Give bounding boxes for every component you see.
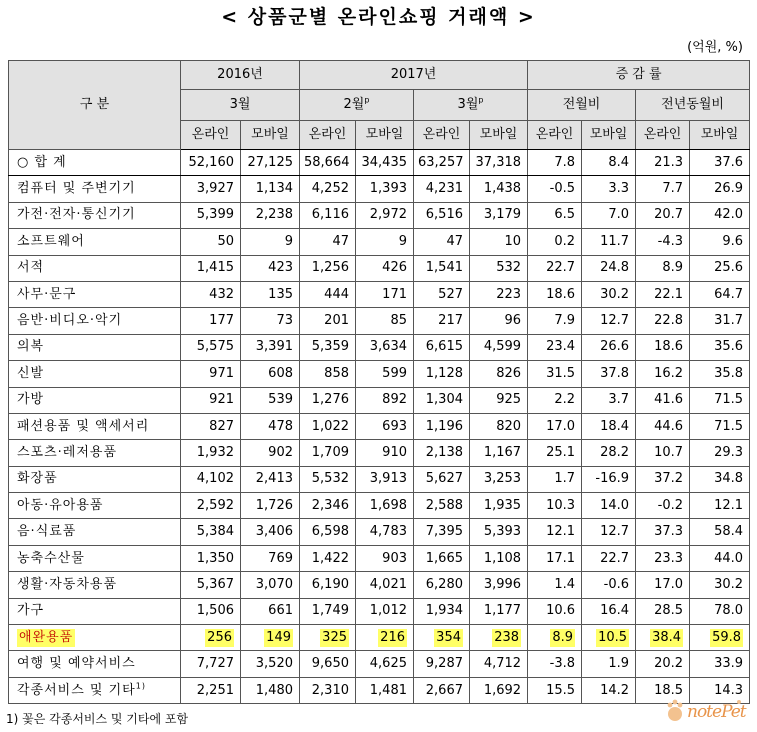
value-cell: 30.2 xyxy=(690,572,750,598)
row-label: 음·식료품 xyxy=(9,519,181,545)
value-cell: 6,516 xyxy=(414,202,470,228)
value-cell: 3,996 xyxy=(470,572,528,598)
value-cell: 5,627 xyxy=(414,466,470,492)
value-cell: 1,935 xyxy=(470,493,528,519)
value-cell: 3,520 xyxy=(241,651,300,677)
value-cell: 9 xyxy=(241,229,300,255)
value-cell: 29.3 xyxy=(690,440,750,466)
value-cell: 26.6 xyxy=(582,334,636,360)
value-cell: 892 xyxy=(356,387,414,413)
value-cell: 26.9 xyxy=(690,176,750,202)
row-label: 가방 xyxy=(9,387,181,413)
row-label: 스포츠·레저용품 xyxy=(9,440,181,466)
value-cell: 1,415 xyxy=(181,255,241,281)
value-cell: 325 xyxy=(300,625,356,651)
value-cell: 2,972 xyxy=(356,202,414,228)
value-cell: 64.7 xyxy=(690,281,750,307)
row-label: 소프트웨어 xyxy=(9,229,181,255)
value-cell: 34,435 xyxy=(356,150,414,176)
header-growth: 증 감 률 xyxy=(528,61,750,90)
value-cell: 1,506 xyxy=(181,598,241,624)
header-online: 온라인 xyxy=(636,121,690,150)
value-cell: 1,934 xyxy=(414,598,470,624)
value-cell: 41.6 xyxy=(636,387,690,413)
value-cell: 1,128 xyxy=(414,361,470,387)
value-cell: 33.9 xyxy=(690,651,750,677)
value-cell: 71.5 xyxy=(690,413,750,439)
value-cell: 903 xyxy=(356,545,414,571)
value-cell: 3,391 xyxy=(241,334,300,360)
value-cell: 8.4 xyxy=(582,150,636,176)
value-cell: 71.5 xyxy=(690,387,750,413)
value-cell: 1,276 xyxy=(300,387,356,413)
table-row xyxy=(9,229,750,255)
row-label: 농축수산물 xyxy=(9,545,181,571)
value-cell: 1.4 xyxy=(528,572,582,598)
value-cell: 1,108 xyxy=(470,545,528,571)
value-cell: 0.2 xyxy=(528,229,582,255)
value-cell: 37.3 xyxy=(636,519,690,545)
value-cell: 96 xyxy=(470,308,528,334)
value-cell: 1,350 xyxy=(181,545,241,571)
value-cell: 444 xyxy=(300,281,356,307)
value-cell: 14.3 xyxy=(690,677,750,703)
value-cell: 1,422 xyxy=(300,545,356,571)
header-mobile: 모바일 xyxy=(470,121,528,150)
value-cell: 8.9 xyxy=(636,255,690,281)
value-cell: 27,125 xyxy=(241,150,300,176)
row-label: ○ 합 계 xyxy=(9,150,181,176)
value-cell: 44.6 xyxy=(636,413,690,439)
value-cell: 2,588 xyxy=(414,493,470,519)
value-cell: 6,615 xyxy=(414,334,470,360)
value-cell: 38.4 xyxy=(636,625,690,651)
row-label: 애완용품 xyxy=(9,625,181,651)
value-cell: 7.9 xyxy=(528,308,582,334)
value-cell: -16.9 xyxy=(582,466,636,492)
value-cell: 35.6 xyxy=(690,334,750,360)
value-cell: 2,251 xyxy=(181,677,241,703)
value-cell: 22.7 xyxy=(528,255,582,281)
value-cell: 44.0 xyxy=(690,545,750,571)
value-cell: 47 xyxy=(414,229,470,255)
value-cell: 2,413 xyxy=(241,466,300,492)
value-cell: 693 xyxy=(356,413,414,439)
value-cell: 478 xyxy=(241,413,300,439)
value-cell: 5,367 xyxy=(181,572,241,598)
value-cell: 769 xyxy=(241,545,300,571)
value-cell: 58,664 xyxy=(300,150,356,176)
value-cell: 25.1 xyxy=(528,440,582,466)
table-row xyxy=(9,281,750,307)
value-cell: 10.3 xyxy=(528,493,582,519)
value-cell: -0.6 xyxy=(582,572,636,598)
table-row xyxy=(9,598,750,624)
value-cell: 532 xyxy=(470,255,528,281)
value-cell: 3,253 xyxy=(470,466,528,492)
value-cell: -3.8 xyxy=(528,651,582,677)
header-2017-march: 3월$^p$ xyxy=(414,90,528,121)
value-cell: 2,667 xyxy=(414,677,470,703)
value-cell: 9,650 xyxy=(300,651,356,677)
value-cell: 1.7 xyxy=(528,466,582,492)
value-cell: 1,698 xyxy=(356,493,414,519)
value-cell: 15.5 xyxy=(528,677,582,703)
value-cell: 426 xyxy=(356,255,414,281)
row-label: 여행 및 예약서비스 xyxy=(9,651,181,677)
value-cell: 20.2 xyxy=(636,651,690,677)
value-cell: 3,179 xyxy=(470,202,528,228)
header-2017-feb: 2월$^p$ xyxy=(300,90,414,121)
value-cell: 37.2 xyxy=(636,466,690,492)
value-cell: 1,749 xyxy=(300,598,356,624)
header-category: 구 분 xyxy=(9,61,181,150)
logo-text: notePet xyxy=(687,702,746,722)
header-yoy: 전년동월비 xyxy=(636,90,750,121)
value-cell: 37.6 xyxy=(690,150,750,176)
value-cell: 432 xyxy=(181,281,241,307)
value-cell: 22.8 xyxy=(636,308,690,334)
table-title: < 상품군별 온라인쇼핑 거래액 > xyxy=(221,6,536,28)
row-label: 가전·전자·통신기기 xyxy=(9,202,181,228)
value-cell: 971 xyxy=(181,361,241,387)
value-cell: 4,252 xyxy=(300,176,356,202)
value-cell: 4,102 xyxy=(181,466,241,492)
value-cell: 30.2 xyxy=(582,281,636,307)
value-cell: 2,346 xyxy=(300,493,356,519)
value-cell: 1,012 xyxy=(356,598,414,624)
table-row xyxy=(9,413,750,439)
value-cell: 1,480 xyxy=(241,677,300,703)
value-cell: 5,399 xyxy=(181,202,241,228)
value-cell: 28.2 xyxy=(582,440,636,466)
table-row xyxy=(9,150,750,176)
value-cell: 58.4 xyxy=(690,519,750,545)
value-cell: 4,021 xyxy=(356,572,414,598)
value-cell: 21.3 xyxy=(636,150,690,176)
table-row xyxy=(9,493,750,519)
value-cell: 10.5 xyxy=(582,625,636,651)
value-cell: 5,393 xyxy=(470,519,528,545)
value-cell: 12.1 xyxy=(690,493,750,519)
value-cell: 1,304 xyxy=(414,387,470,413)
value-cell: 4,783 xyxy=(356,519,414,545)
value-cell: 1,393 xyxy=(356,176,414,202)
table-row xyxy=(9,572,750,598)
value-cell: 2.2 xyxy=(528,387,582,413)
value-cell: 826 xyxy=(470,361,528,387)
value-cell: 6,116 xyxy=(300,202,356,228)
header-online: 온라인 xyxy=(300,121,356,150)
row-label: 아동·유아용품 xyxy=(9,493,181,519)
value-cell: 10.6 xyxy=(528,598,582,624)
value-cell: 216 xyxy=(356,625,414,651)
value-cell: 539 xyxy=(241,387,300,413)
value-cell: 608 xyxy=(241,361,300,387)
header-2017: 2017년 xyxy=(300,61,528,90)
value-cell: 1,167 xyxy=(470,440,528,466)
value-cell: 9 xyxy=(356,229,414,255)
value-cell: 2,592 xyxy=(181,493,241,519)
value-cell: 85 xyxy=(356,308,414,334)
value-cell: 820 xyxy=(470,413,528,439)
header-2016-march: 3월 xyxy=(181,90,300,121)
value-cell: 354 xyxy=(414,625,470,651)
value-cell: 921 xyxy=(181,387,241,413)
value-cell: 5,359 xyxy=(300,334,356,360)
value-cell: 35.8 xyxy=(690,361,750,387)
preliminary-mark: p xyxy=(364,95,370,105)
value-cell: 1,709 xyxy=(300,440,356,466)
value-cell: 827 xyxy=(181,413,241,439)
value-cell: 1,256 xyxy=(300,255,356,281)
value-cell: 925 xyxy=(470,387,528,413)
value-cell: 201 xyxy=(300,308,356,334)
value-cell: 12.7 xyxy=(582,308,636,334)
value-cell: 22.7 xyxy=(582,545,636,571)
value-cell: 135 xyxy=(241,281,300,307)
row-label: 가구 xyxy=(9,598,181,624)
value-cell: 18.6 xyxy=(636,334,690,360)
value-cell: 527 xyxy=(414,281,470,307)
row-label: 화장품 xyxy=(9,466,181,492)
value-cell: 256 xyxy=(181,625,241,651)
table-row xyxy=(9,440,750,466)
value-cell: 1,481 xyxy=(356,677,414,703)
value-cell: 28.5 xyxy=(636,598,690,624)
value-cell: 2,238 xyxy=(241,202,300,228)
value-cell: 52,160 xyxy=(181,150,241,176)
value-cell: -0.2 xyxy=(636,493,690,519)
value-cell: 910 xyxy=(356,440,414,466)
row-label: 음반·비디오·악기 xyxy=(9,308,181,334)
value-cell: 24.8 xyxy=(582,255,636,281)
value-cell: 3,927 xyxy=(181,176,241,202)
value-cell: 1.9 xyxy=(582,651,636,677)
value-cell: 18.5 xyxy=(636,677,690,703)
value-cell: -4.3 xyxy=(636,229,690,255)
table-row xyxy=(9,387,750,413)
value-cell: 12.7 xyxy=(582,519,636,545)
value-cell: 22.1 xyxy=(636,281,690,307)
value-cell: 1,022 xyxy=(300,413,356,439)
row-label: 서적 xyxy=(9,255,181,281)
value-cell: 1,692 xyxy=(470,677,528,703)
value-cell: 4,625 xyxy=(356,651,414,677)
value-cell: 6,280 xyxy=(414,572,470,598)
table-row xyxy=(9,651,750,677)
value-cell: 3,406 xyxy=(241,519,300,545)
table-row xyxy=(9,202,750,228)
value-cell: 5,532 xyxy=(300,466,356,492)
value-cell: 25.6 xyxy=(690,255,750,281)
row-label: 생활·자동차용품 xyxy=(9,572,181,598)
footnote-mark: 1) xyxy=(135,681,146,691)
value-cell: 149 xyxy=(241,625,300,651)
value-cell: 2,310 xyxy=(300,677,356,703)
value-cell: 59.8 xyxy=(690,625,750,651)
value-cell: 3.7 xyxy=(582,387,636,413)
shopping-sales-table xyxy=(8,60,750,704)
notepet-logo xyxy=(665,694,747,728)
value-cell: 17.1 xyxy=(528,545,582,571)
value-cell: 78.0 xyxy=(690,598,750,624)
value-cell: 423 xyxy=(241,255,300,281)
value-cell: 6.5 xyxy=(528,202,582,228)
row-label: 사무·문구 xyxy=(9,281,181,307)
value-cell: 177 xyxy=(181,308,241,334)
value-cell: 7.7 xyxy=(636,176,690,202)
table-row xyxy=(9,176,750,202)
value-cell: 37.8 xyxy=(582,361,636,387)
value-cell: 6,598 xyxy=(300,519,356,545)
value-cell: 2,138 xyxy=(414,440,470,466)
value-cell: 171 xyxy=(356,281,414,307)
header-mobile: 모바일 xyxy=(690,121,750,150)
header-mobile: 모바일 xyxy=(582,121,636,150)
value-cell: 1,932 xyxy=(181,440,241,466)
footnote: 1) 꽃은 각종서비스 및 기타에 포함 xyxy=(6,712,189,726)
value-cell: 3,070 xyxy=(241,572,300,598)
header-mom: 전월비 xyxy=(528,90,636,121)
value-cell: 858 xyxy=(300,361,356,387)
row-label: 신발 xyxy=(9,361,181,387)
value-cell: 1,541 xyxy=(414,255,470,281)
value-cell: 16.2 xyxy=(636,361,690,387)
value-cell: 11.7 xyxy=(582,229,636,255)
value-cell: 6,190 xyxy=(300,572,356,598)
value-cell: 3.3 xyxy=(582,176,636,202)
table-row xyxy=(9,308,750,334)
header-online: 온라인 xyxy=(414,121,470,150)
table-row xyxy=(9,361,750,387)
table-row xyxy=(9,625,750,651)
value-cell: 73 xyxy=(241,308,300,334)
value-cell: 17.0 xyxy=(636,572,690,598)
value-cell: 5,575 xyxy=(181,334,241,360)
table-row xyxy=(9,255,750,281)
value-cell: 7.0 xyxy=(582,202,636,228)
value-cell: 599 xyxy=(356,361,414,387)
value-cell: 34.8 xyxy=(690,466,750,492)
value-cell: 4,599 xyxy=(470,334,528,360)
value-cell: 8.9 xyxy=(528,625,582,651)
value-cell: 1,134 xyxy=(241,176,300,202)
value-cell: 3,913 xyxy=(356,466,414,492)
row-label: 각종서비스 및 기타$^{1)}$ xyxy=(9,677,181,703)
value-cell: 1,177 xyxy=(470,598,528,624)
header-online: 온라인 xyxy=(181,121,241,150)
value-cell: 37,318 xyxy=(470,150,528,176)
value-cell: 23.4 xyxy=(528,334,582,360)
value-cell: 1,726 xyxy=(241,493,300,519)
value-cell: 1,196 xyxy=(414,413,470,439)
value-cell: 14.2 xyxy=(582,677,636,703)
value-cell: 238 xyxy=(470,625,528,651)
value-cell: 18.6 xyxy=(528,281,582,307)
preliminary-mark: p xyxy=(478,95,484,105)
value-cell: 50 xyxy=(181,229,241,255)
value-cell: 31.7 xyxy=(690,308,750,334)
value-cell: 18.4 xyxy=(582,413,636,439)
header-2016: 2016년 xyxy=(181,61,300,90)
table-row xyxy=(9,545,750,571)
table-row xyxy=(9,466,750,492)
value-cell: 47 xyxy=(300,229,356,255)
value-cell: 1,665 xyxy=(414,545,470,571)
value-cell: 63,257 xyxy=(414,150,470,176)
value-cell: 20.7 xyxy=(636,202,690,228)
value-cell: 5,384 xyxy=(181,519,241,545)
value-cell: 9,287 xyxy=(414,651,470,677)
unit-label: (억원, %) xyxy=(687,40,743,55)
value-cell: 16.4 xyxy=(582,598,636,624)
table-row xyxy=(9,334,750,360)
row-label: 패션용품 및 액세서리 xyxy=(9,413,181,439)
header-mobile: 모바일 xyxy=(356,121,414,150)
row-label: 의복 xyxy=(9,334,181,360)
value-cell: 3,634 xyxy=(356,334,414,360)
value-cell: 1,438 xyxy=(470,176,528,202)
header-online: 온라인 xyxy=(528,121,582,150)
value-cell: 12.1 xyxy=(528,519,582,545)
value-cell: 4,231 xyxy=(414,176,470,202)
table-row xyxy=(9,519,750,545)
value-cell: 7,395 xyxy=(414,519,470,545)
value-cell: 902 xyxy=(241,440,300,466)
value-cell: 14.0 xyxy=(582,493,636,519)
value-cell: 31.5 xyxy=(528,361,582,387)
value-cell: 223 xyxy=(470,281,528,307)
value-cell: 7.8 xyxy=(528,150,582,176)
value-cell: 4,712 xyxy=(470,651,528,677)
value-cell: 217 xyxy=(414,308,470,334)
value-cell: 661 xyxy=(241,598,300,624)
header-mobile: 모바일 xyxy=(241,121,300,150)
table-row xyxy=(9,677,750,703)
value-cell: 10.7 xyxy=(636,440,690,466)
value-cell: 7,727 xyxy=(181,651,241,677)
value-cell: 42.0 xyxy=(690,202,750,228)
value-cell: 17.0 xyxy=(528,413,582,439)
value-cell: 9.6 xyxy=(690,229,750,255)
value-cell: -0.5 xyxy=(528,176,582,202)
value-cell: 10 xyxy=(470,229,528,255)
row-label: 컴퓨터 및 주변기기 xyxy=(9,176,181,202)
value-cell: 23.3 xyxy=(636,545,690,571)
